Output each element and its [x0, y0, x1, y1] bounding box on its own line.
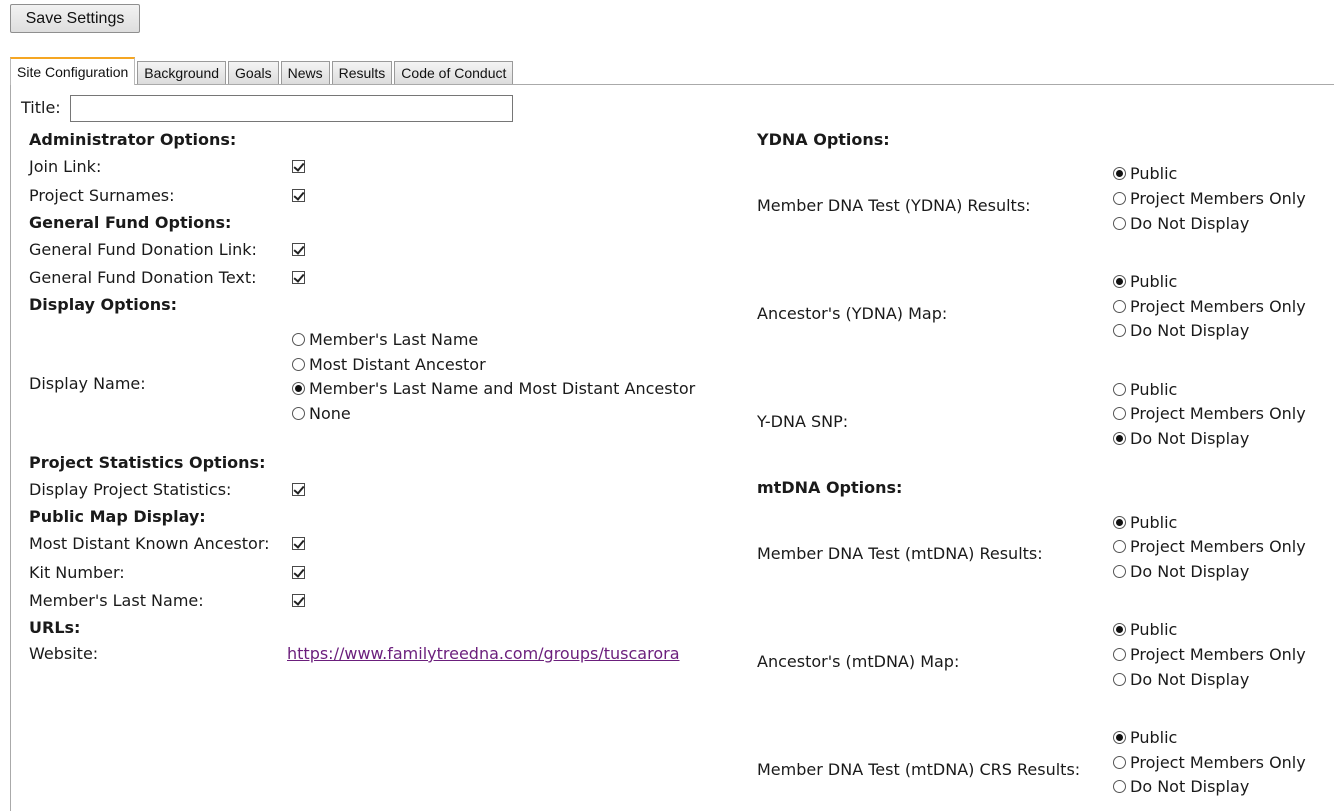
radio-label: Public — [1130, 513, 1178, 532]
mtdna-results-public[interactable] — [1113, 513, 1177, 532]
radio-icon[interactable] — [1113, 300, 1126, 313]
mtdna-map-members-only[interactable] — [1113, 645, 1306, 664]
public-map-heading: Public Map Display: — [29, 507, 206, 526]
radio-label: Do Not Display — [1130, 777, 1250, 796]
radio-icon[interactable] — [1113, 623, 1126, 636]
display-statistics-label: Display Project Statistics: — [29, 480, 232, 499]
mtdna-map-do-not-display[interactable] — [1113, 670, 1249, 689]
radio-icon[interactable] — [1113, 673, 1126, 686]
ydna-map-do-not-display[interactable] — [1113, 321, 1249, 340]
tab-bar — [10, 56, 515, 84]
fund-donation-link-label: General Fund Donation Link: — [29, 240, 257, 259]
radio-label: Public — [1130, 272, 1178, 291]
title-label: Title: — [21, 98, 61, 117]
mtdna-crs-public[interactable] — [1113, 728, 1177, 747]
radio-icon[interactable] — [1113, 383, 1126, 396]
member-last-name-label: Member's Last Name: — [29, 591, 204, 610]
mtdna-results-do-not-display[interactable] — [1113, 562, 1249, 581]
fund-donation-text-label: General Fund Donation Text: — [29, 268, 257, 287]
radio-icon[interactable] — [1113, 432, 1126, 445]
website-label: Website: — [29, 644, 99, 663]
radio-label: Project Members Only — [1130, 297, 1306, 316]
radio-label: Public — [1130, 728, 1178, 747]
radio-label: Do Not Display — [1130, 670, 1250, 689]
radio-icon[interactable] — [292, 358, 305, 371]
radio-label: Do Not Display — [1130, 321, 1250, 340]
urls-heading: URLs: — [29, 618, 81, 637]
radio-icon[interactable] — [1113, 565, 1126, 578]
display-statistics-checkbox[interactable] — [292, 483, 305, 496]
fund-donation-link-checkbox[interactable] — [292, 243, 305, 256]
tab-background[interactable]: Background — [137, 61, 226, 84]
mtdna-results-label: Member DNA Test (mtDNA) Results: — [757, 544, 1043, 563]
ydna-results-label: Member DNA Test (YDNA) Results: — [757, 196, 1031, 215]
title-input[interactable] — [70, 95, 513, 122]
ydna-results-members-only[interactable] — [1113, 189, 1306, 208]
radio-icon[interactable] — [292, 333, 305, 346]
ydna-results-public[interactable] — [1113, 164, 1177, 183]
radio-label: Project Members Only — [1130, 189, 1306, 208]
save-settings-button[interactable]: Save Settings — [10, 4, 140, 33]
radio-icon[interactable] — [1113, 275, 1126, 288]
radio-icon[interactable] — [1113, 516, 1126, 529]
radio-icon[interactable] — [1113, 192, 1126, 205]
radio-icon[interactable] — [1113, 540, 1126, 553]
radio-icon[interactable] — [292, 382, 305, 395]
tab-news[interactable]: News — [281, 61, 330, 84]
fund-donation-text-checkbox[interactable] — [292, 271, 305, 284]
mdka-checkbox[interactable] — [292, 537, 305, 550]
radio-label: Public — [1130, 380, 1178, 399]
mtdna-results-members-only[interactable] — [1113, 537, 1306, 556]
radio-label: None — [309, 404, 351, 423]
radio-label: Project Members Only — [1130, 753, 1306, 772]
mtdna-crs-label: Member DNA Test (mtDNA) CRS Results: — [757, 760, 1081, 779]
display-name-option-ancestor[interactable] — [292, 355, 486, 374]
radio-icon[interactable] — [1113, 217, 1126, 230]
ydna-map-public[interactable] — [1113, 272, 1177, 291]
radio-icon[interactable] — [1113, 167, 1126, 180]
ydna-snp-do-not-display[interactable] — [1113, 429, 1249, 448]
join-link-label: Join Link: — [29, 157, 102, 176]
tab-results[interactable]: Results — [332, 61, 393, 84]
radio-label: Do Not Display — [1130, 214, 1250, 233]
mtdna-crs-members-only[interactable] — [1113, 753, 1306, 772]
display-name-option-none[interactable] — [292, 404, 351, 423]
radio-label: Public — [1130, 620, 1178, 639]
radio-label: Most Distant Ancestor — [309, 355, 486, 374]
display-options-heading: Display Options: — [29, 295, 178, 314]
ydna-snp-public[interactable] — [1113, 380, 1177, 399]
radio-icon[interactable] — [1113, 324, 1126, 337]
tab-site-configuration[interactable]: Site Configuration — [10, 57, 135, 85]
radio-icon[interactable] — [1113, 756, 1126, 769]
ydna-options-heading: YDNA Options: — [757, 130, 890, 149]
display-name-option-both[interactable] — [292, 379, 695, 398]
general-fund-options-heading: General Fund Options: — [29, 213, 232, 232]
radio-label: Project Members Only — [1130, 537, 1306, 556]
radio-icon[interactable] — [1113, 648, 1126, 661]
display-name-label: Display Name: — [29, 374, 146, 393]
member-last-name-checkbox[interactable] — [292, 594, 305, 607]
kit-number-label: Kit Number: — [29, 563, 125, 582]
display-name-option-last-name[interactable] — [292, 330, 478, 349]
radio-label: Member's Last Name and Most Distant Ancestor — [309, 379, 696, 398]
project-surnames-checkbox[interactable] — [292, 189, 305, 202]
ydna-results-do-not-display[interactable] — [1113, 214, 1249, 233]
radio-icon[interactable] — [292, 407, 305, 420]
kit-number-checkbox[interactable] — [292, 566, 305, 579]
radio-label: Member's Last Name — [309, 330, 479, 349]
join-link-checkbox[interactable] — [292, 160, 305, 173]
radio-label: Public — [1130, 164, 1178, 183]
mtdna-map-public[interactable] — [1113, 620, 1177, 639]
mdka-label: Most Distant Known Ancestor: — [29, 534, 270, 553]
radio-icon[interactable] — [1113, 731, 1126, 744]
mtdna-crs-do-not-display[interactable] — [1113, 777, 1249, 796]
ydna-snp-label: Y-DNA SNP: — [757, 412, 849, 431]
ydna-map-members-only[interactable] — [1113, 297, 1306, 316]
ydna-map-label: Ancestor's (YDNA) Map: — [757, 304, 948, 323]
radio-icon[interactable] — [1113, 780, 1126, 793]
project-statistics-heading: Project Statistics Options: — [29, 453, 266, 472]
radio-icon[interactable] — [1113, 407, 1126, 420]
ydna-snp-members-only[interactable] — [1113, 404, 1306, 423]
project-surnames-label: Project Surnames: — [29, 186, 175, 205]
radio-label: Project Members Only — [1130, 645, 1306, 664]
website-link[interactable]: https://www.familytreedna.com/groups/tuscarora — [287, 644, 680, 663]
administrator-options-heading: Administrator Options: — [29, 130, 237, 149]
tab-goals[interactable]: Goals — [228, 61, 279, 84]
mtdna-map-label: Ancestor's (mtDNA) Map: — [757, 652, 960, 671]
mtdna-options-heading: mtDNA Options: — [757, 478, 903, 497]
radio-label: Do Not Display — [1130, 429, 1250, 448]
tab-code-of-conduct[interactable]: Code of Conduct — [394, 61, 513, 84]
radio-label: Project Members Only — [1130, 404, 1306, 423]
radio-label: Do Not Display — [1130, 562, 1250, 581]
